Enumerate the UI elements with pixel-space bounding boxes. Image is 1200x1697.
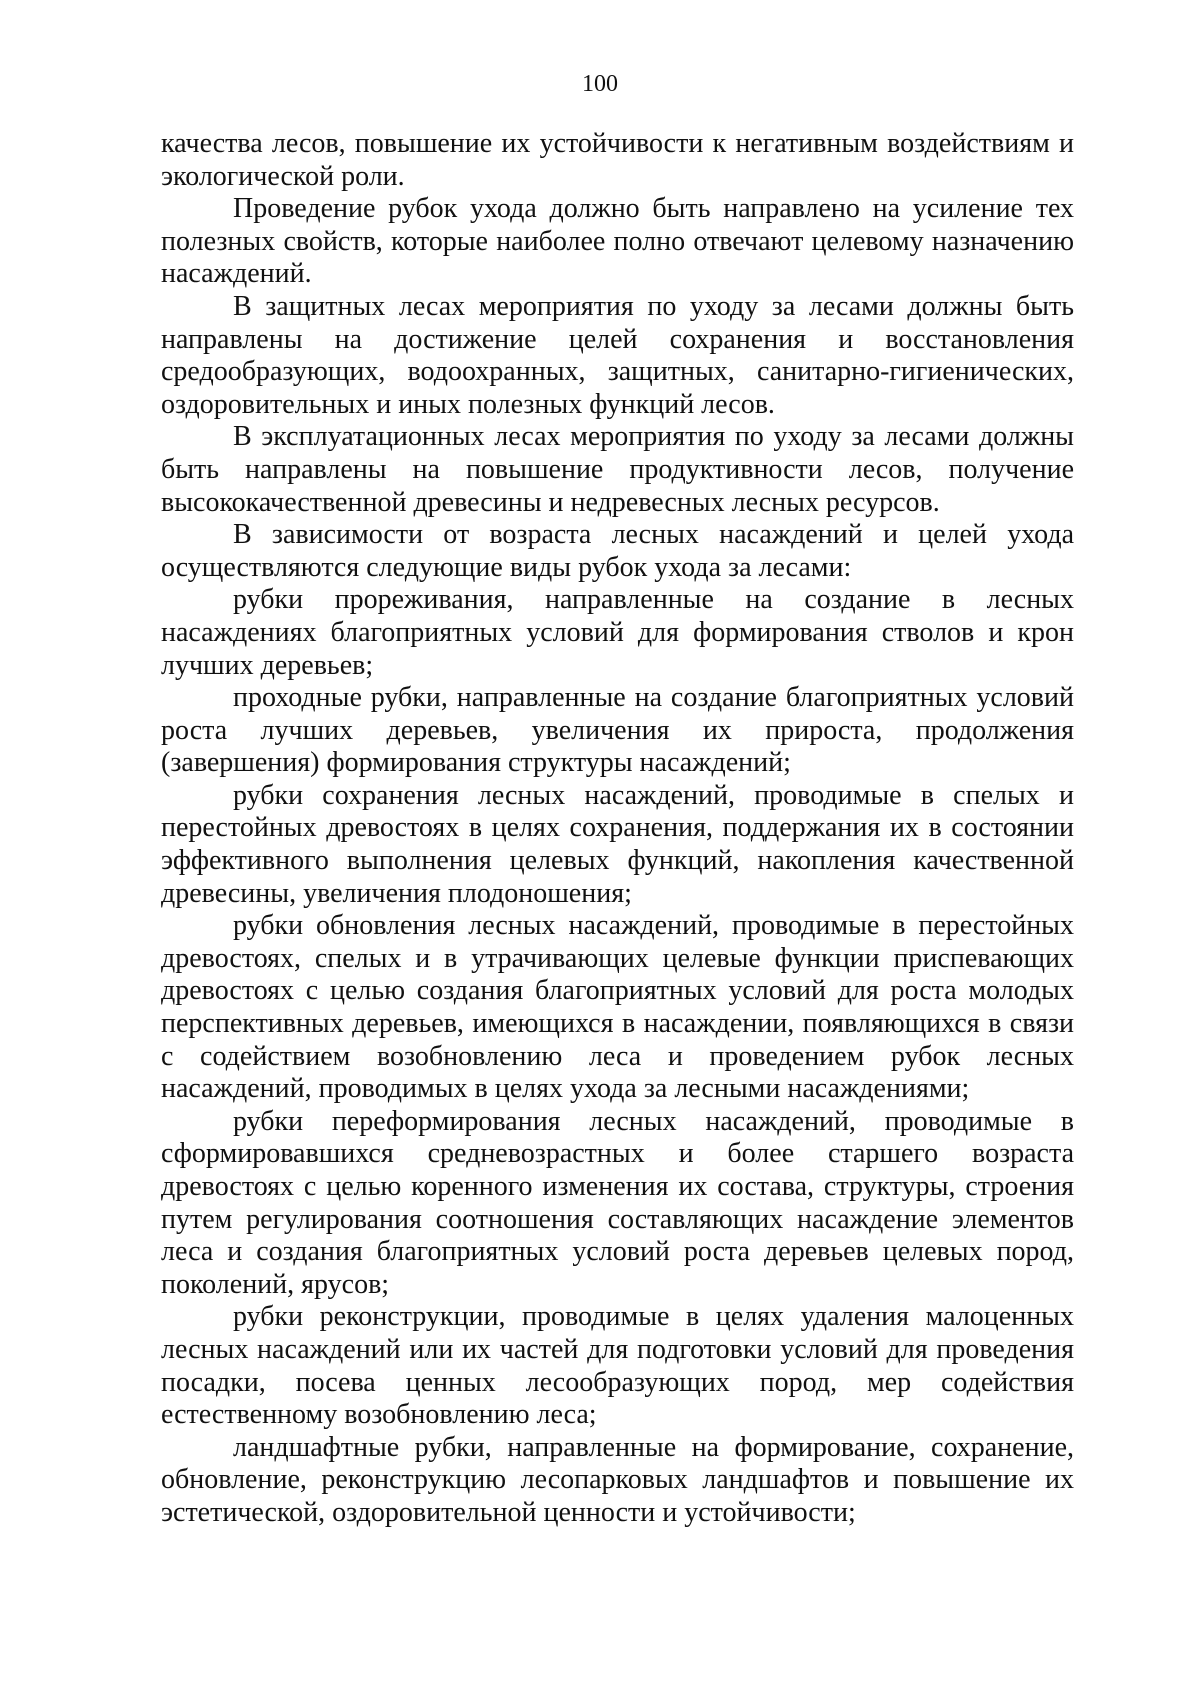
list-item-paragraph: проходные рубки, направленные на создание благоприятных условий роста лучших деревьев, увеличения их прироста, продолжения (завершения) формирования структуры насаждений; xyxy=(161,682,1074,779)
paragraph: качества лесов, повышение их устойчивости к негативным воздействиям и экологической роли. xyxy=(161,128,1074,192)
paragraph: В эксплуатационных лесах мероприятия по уходу за лесами должны быть направлены на повышение продуктивности лесов, получение высококачественной древесины и недревесных лесных ресурсов. xyxy=(161,421,1074,518)
page-number: 100 xyxy=(582,71,618,97)
list-item-paragraph: рубки прореживания, направленные на создание в лесных насаждениях благоприятных условий для формирования стволов и крон лучших деревьев; xyxy=(161,584,1074,681)
list-item-paragraph: рубки реконструкции, проводимые в целях удаления малоценных лесных насаждений или их частей для подготовки условий для проведения посадки, посева ценных лесообразующих пород, мер содействия естественному возобновлению леса; xyxy=(161,1301,1074,1431)
list-item-paragraph: рубки переформирования лесных насаждений, проводимые в сформировавшихся средневозрастных и более старшего возраста древостоях с целью коренного изменения их состава, структуры, строения путем регулирования соотношения составляющих насаждение элементов леса и создания благоприятных условий роста деревьев целевых пород, поколений, ярусов; xyxy=(161,1105,1074,1300)
list-item-paragraph: ландшафтные рубки, направленные на формирование, сохранение, обновление, реконструкцию лесопарковых ландшафтов и повышение их эстетической, оздоровительной ценности и устойчивости; xyxy=(161,1431,1074,1528)
paragraph: Проведение рубок ухода должно быть направлено на усиление тех полезных свойств, которые наиболее полно отвечают целевому назначению насаждений. xyxy=(161,193,1074,290)
paragraph: В зависимости от возраста лесных насаждений и целей ухода осуществляются следующие виды рубок ухода за лесами: xyxy=(161,519,1074,583)
paragraph: В защитных лесах мероприятия по уходу за лесами должны быть направлены на достижение целей сохранения и восстановления средообразующих, водоохранных, защитных, санитарно-гигиенических, оздоровительных и иных полезных функций лесов. xyxy=(161,290,1074,420)
body-text xyxy=(161,128,1074,1530)
list-item-paragraph: рубки сохранения лесных насаждений, проводимые в спелых и перестойных древостоях в целях сохранения, поддержания их в состоянии эффективного выполнения целевых функций, накопления качественной древесины, увеличения плодоношения; xyxy=(161,779,1074,909)
list-item-paragraph: рубки обновления лесных насаждений, проводимые в перестойных древостоях, спелых и в утрачивающих целевые функции приспевающих древостоях с целью создания благоприятных условий для роста молодых перспективных деревьев, имеющихся в насаждении, появляющихся в связи с содействием возобновлению леса и проведением рубок лесных насаждений, проводимых в целях ухода за лесными насаждениями; xyxy=(161,910,1074,1105)
